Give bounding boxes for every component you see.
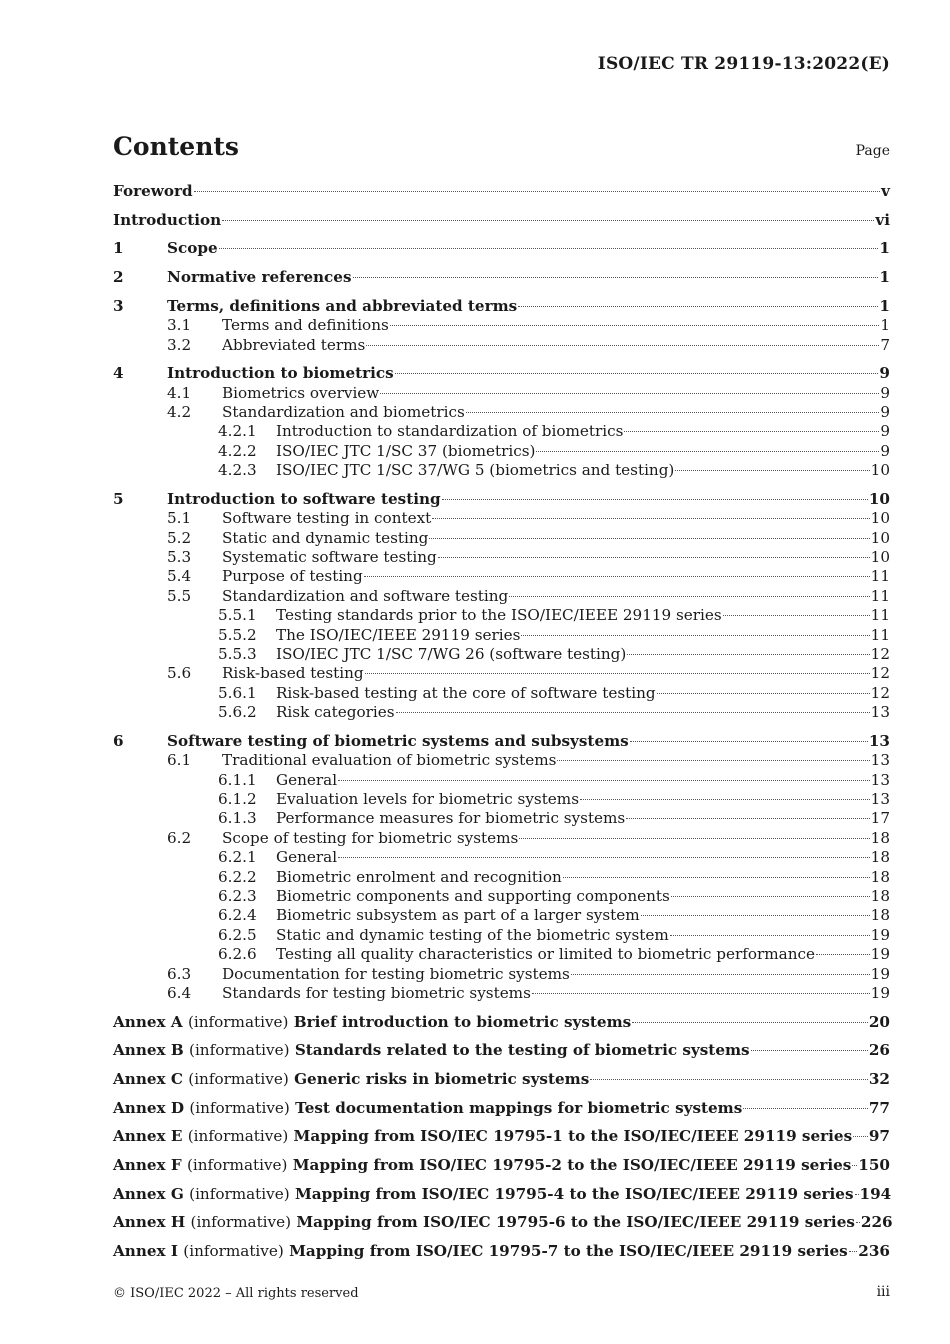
toc-entry-page: 12	[870, 664, 890, 683]
dot-leader	[751, 1050, 868, 1051]
toc-entry-page: 13	[870, 770, 890, 789]
annex-label: Annex C	[113, 1069, 183, 1088]
dot-leader	[580, 799, 870, 800]
annex-informative-tag: (informative)	[183, 1242, 284, 1261]
toc-entry-number: 6.2.5	[218, 925, 257, 944]
toc-entry[interactable]	[113, 490, 890, 509]
dot-leader	[536, 451, 879, 452]
toc-entry-number: 4.1	[167, 383, 192, 402]
toc-entry-page: 11	[870, 586, 890, 605]
toc-entry-number: 5.5.2	[218, 625, 257, 644]
toc-entry-title: Performance measures for biometric systems	[276, 809, 626, 828]
toc-entry-number: 5.4	[167, 567, 192, 586]
toc-entry-title: Purpose of testing	[222, 567, 363, 586]
toc-entry-page: 97	[868, 1127, 890, 1146]
toc-entry-title: General	[276, 848, 338, 867]
dot-leader	[670, 935, 870, 936]
annex-label: Annex I	[113, 1242, 178, 1261]
toc-entry[interactable]	[113, 906, 890, 925]
toc-entry-page: 10	[870, 528, 890, 547]
toc-entry-title: Standardization and software testing	[222, 586, 509, 605]
toc-entry[interactable]	[113, 809, 890, 828]
toc-entry-title: General	[276, 770, 338, 789]
annex-informative-tag: (informative)	[187, 1012, 289, 1031]
toc-entry-page: 10	[870, 509, 890, 528]
toc-entry-number: 5.5.3	[218, 644, 257, 663]
toc-entry-title: Traditional evaluation of biometric systems	[222, 751, 557, 770]
dot-leader	[855, 1194, 859, 1195]
annex-title: Mapping from ISO/IEC 19795-7 to the ISO/IEC/IEEE 29119 series	[289, 1242, 848, 1261]
toc-entry-number: 1	[113, 239, 124, 258]
toc-entry-title: Risk-based testing at the core of software testing	[276, 683, 656, 702]
toc-entry[interactable]	[113, 509, 890, 528]
dot-leader	[222, 220, 874, 221]
toc-entry-page: 12	[870, 644, 890, 663]
dot-leader	[557, 760, 869, 761]
toc-entry-title: Systematic software testing	[222, 548, 437, 567]
toc-entry-number: 4.2.1	[218, 422, 257, 441]
contents-heading: Contents	[113, 132, 240, 161]
toc-entry-number: 4.2.2	[218, 441, 257, 460]
toc-entry-title: ISO/IEC JTC 1/SC 37/WG 5 (biometrics and testing)	[276, 461, 675, 480]
toc-entry-number: 6.4	[167, 983, 192, 1002]
toc-entry-title	[113, 1099, 742, 1118]
toc-entry-page: 11	[870, 567, 890, 586]
toc-entry-number: 6.2.3	[218, 886, 257, 905]
toc-entry-page: 226	[860, 1213, 893, 1232]
annex-informative-tag: (informative)	[186, 1156, 288, 1175]
toc-entry-title: Software testing in context	[222, 509, 432, 528]
toc-entry[interactable]	[113, 732, 890, 751]
dot-leader	[364, 576, 870, 577]
toc-entry-title: Static and dynamic testing	[222, 528, 429, 547]
toc-entry-number: 4.2.3	[218, 461, 257, 480]
toc-entry-page: 18	[870, 848, 890, 867]
toc-entry[interactable]	[113, 829, 890, 848]
dot-leader	[563, 877, 870, 878]
toc-entry-number: 5.6	[167, 664, 192, 683]
annex-title: Mapping from ISO/IEC 19795-2 to the ISO/IEC/IEEE 29119 series	[292, 1156, 852, 1175]
toc-entry[interactable]	[113, 384, 890, 403]
toc-entry-page: 12	[870, 683, 890, 702]
toc-entry-title: Biometric components and supporting components	[276, 886, 670, 905]
toc-entry-title: Terms and definitions	[222, 316, 389, 335]
toc-entry-page: 1	[879, 296, 890, 315]
footer-page-number: iii	[876, 1284, 890, 1300]
toc-entry[interactable]	[113, 461, 890, 480]
toc-entry-page: 18	[870, 828, 890, 847]
toc-entry-number: 6.1.2	[218, 790, 257, 809]
toc-entry-title	[113, 1242, 848, 1261]
toc-entry-page: 9	[880, 441, 890, 460]
dot-leader	[853, 1136, 868, 1137]
dot-leader	[632, 1022, 868, 1023]
toc-entry-number: 3.2	[167, 335, 192, 354]
dot-leader	[624, 431, 879, 432]
toc-entry-title	[113, 1013, 631, 1032]
toc-entry-number: 5.2	[167, 528, 192, 547]
toc-entry-number: 6.2.1	[218, 848, 257, 867]
annex-title: Generic risks in biometric systems	[294, 1069, 590, 1088]
toc-entry[interactable]	[113, 626, 890, 645]
dot-leader	[521, 635, 869, 636]
toc-entry[interactable]	[113, 926, 890, 945]
dot-leader	[532, 993, 870, 994]
toc-entry-title: Introduction	[113, 210, 222, 229]
toc-entry[interactable]	[113, 868, 890, 887]
dot-leader	[380, 393, 879, 394]
toc-entry-page: 77	[868, 1098, 890, 1117]
toc-entry[interactable]	[113, 965, 890, 984]
toc-entry-title: Risk-based testing	[222, 664, 364, 683]
toc-entry-page: 19	[870, 945, 890, 964]
toc-entry-page: 194	[859, 1184, 892, 1203]
dot-leader	[353, 277, 879, 278]
toc-entry-page: 1	[879, 239, 890, 258]
toc-entry-title: Software testing of biometric systems and subsystems	[167, 731, 629, 750]
toc-entry-page: 7	[880, 335, 890, 354]
toc-entry-title: ISO/IEC JTC 1/SC 7/WG 26 (software testing)	[276, 644, 627, 663]
toc-entry-page: 13	[870, 790, 890, 809]
toc-entry[interactable]	[113, 703, 890, 722]
dot-leader	[675, 470, 869, 471]
toc-entry-title: Introduction to biometrics	[167, 364, 394, 383]
toc-entry-number: 5.6.2	[218, 703, 257, 722]
annex-informative-tag: (informative)	[190, 1213, 292, 1232]
toc-entry-number: 5.5	[167, 586, 192, 605]
toc-entry-title: ISO/IEC JTC 1/SC 37 (biometrics)	[276, 441, 536, 460]
dot-leader	[338, 780, 870, 781]
toc-entry[interactable]	[113, 587, 890, 606]
toc-entry-title: Standardization and biometrics	[222, 403, 465, 421]
dot-leader	[432, 518, 869, 519]
dot-leader	[519, 838, 869, 839]
annex-title: Mapping from ISO/IEC 19795-6 to the ISO/IEC/IEEE 29119 series	[296, 1213, 855, 1232]
annex-label: Annex E	[113, 1127, 183, 1146]
toc-entry-number: 6.2.4	[218, 906, 257, 925]
toc-entry-page: vi	[875, 210, 890, 229]
toc-entry-page: 150	[858, 1156, 890, 1175]
toc-entry[interactable]	[113, 297, 890, 316]
toc-entry[interactable]	[113, 268, 890, 287]
dot-leader	[390, 325, 880, 326]
dot-leader	[816, 954, 870, 955]
dot-leader	[366, 345, 879, 346]
toc-entry-number: 5.6.1	[218, 683, 257, 702]
annex-label: Annex A	[113, 1012, 183, 1031]
toc-entry[interactable]	[113, 316, 890, 335]
toc-entry-title: Biometric subsystem as part of a larger system	[276, 906, 640, 925]
dot-leader	[442, 499, 868, 500]
toc-entry-number: 6.1.1	[218, 770, 257, 789]
toc-entry-title	[113, 1185, 854, 1204]
toc-entry[interactable]	[113, 403, 890, 422]
toc-entry-title	[113, 1156, 851, 1175]
toc-entry-page: 18	[870, 906, 890, 925]
toc-entry-number: 6.2	[167, 828, 192, 847]
annex-title: Standards related to the testing of biometric systems	[294, 1041, 750, 1060]
toc-entry-title: Terms, definitions and abbreviated terms	[167, 296, 518, 315]
annex-informative-tag: (informative)	[189, 1041, 290, 1060]
annex-label: Annex B	[113, 1041, 184, 1060]
toc-entry-page: 19	[870, 983, 890, 1002]
toc-entry-page: 26	[868, 1041, 890, 1060]
toc-entry[interactable]	[113, 364, 890, 383]
toc-entry-number: 5.1	[167, 509, 192, 528]
toc-entry-page: 11	[870, 625, 890, 644]
toc-entry-number: 6.1	[167, 751, 192, 770]
dot-leader	[852, 1165, 857, 1166]
toc-entry-number: 2	[113, 268, 124, 287]
toc-entry[interactable]	[113, 567, 890, 586]
toc-entry[interactable]	[113, 1185, 890, 1204]
toc-entry-title: Risk categories	[276, 703, 395, 722]
page-column-label: Page	[855, 143, 890, 159]
toc-entry[interactable]	[113, 422, 890, 441]
toc-entry[interactable]	[113, 1213, 893, 1232]
dot-leader	[395, 373, 879, 374]
toc-entry-page: 9	[880, 403, 890, 421]
annex-informative-tag: (informative)	[189, 1184, 290, 1203]
toc-entry-page: 18	[870, 867, 890, 886]
toc-entry-number: 6	[113, 731, 124, 750]
toc-entry-page: 20	[868, 1012, 890, 1031]
toc-entry-title: Testing standards prior to the ISO/IEC/IEEE 29119 series	[276, 606, 722, 625]
toc-entry[interactable]	[113, 1127, 890, 1146]
toc-entry[interactable]	[113, 1013, 890, 1032]
annex-label: Annex H	[113, 1213, 186, 1232]
dot-leader	[338, 857, 870, 858]
toc-entry[interactable]	[113, 1041, 890, 1060]
toc-entry-title: Foreword	[113, 182, 193, 200]
annex-title: Brief introduction to biometric systems	[293, 1012, 632, 1031]
toc-entry[interactable]	[113, 442, 890, 461]
toc-entry-page: 9	[880, 383, 890, 402]
toc-entry-title: Evaluation levels for biometric systems	[276, 790, 579, 809]
annex-title: Mapping from ISO/IEC 19795-4 to the ISO/IEC/IEEE 29119 series	[294, 1184, 854, 1203]
dot-leader	[723, 615, 870, 616]
toc-entry[interactable]	[113, 664, 890, 683]
toc-entry-page: 9	[880, 422, 890, 441]
toc-entry-page: 19	[870, 964, 890, 983]
annex-informative-tag: (informative)	[188, 1069, 289, 1088]
toc-entry[interactable]	[113, 751, 890, 770]
copyright-notice: © ISO/IEC 2022 – All rights reserved	[113, 1286, 359, 1301]
toc-entry-number: 4.2	[167, 403, 192, 421]
dot-leader	[509, 596, 869, 597]
toc-entry-page: 10	[870, 461, 890, 480]
dot-leader	[849, 1251, 858, 1252]
toc-entry[interactable]	[113, 211, 890, 230]
annex-informative-tag: (informative)	[189, 1098, 290, 1117]
annex-title: Mapping from ISO/IEC 19795-1 to the ISO/IEC/IEEE 29119 series	[293, 1127, 853, 1146]
toc-entry-title	[113, 1041, 750, 1060]
dot-leader	[627, 654, 869, 655]
toc-entry[interactable]	[113, 1070, 890, 1089]
toc-entry-title: Introduction to standardization of biometrics	[276, 422, 624, 441]
toc-entry-page: 19	[870, 925, 890, 944]
toc-entry-title: The ISO/IEC/IEEE 29119 series	[276, 625, 521, 644]
toc-entry-title	[113, 1127, 852, 1146]
toc-entry-page: 13	[868, 731, 890, 750]
dot-leader	[657, 693, 870, 694]
dot-leader	[396, 712, 870, 713]
toc-entry-number: 6.2.6	[218, 945, 257, 964]
toc-entry[interactable]	[113, 945, 890, 964]
annex-label: Annex F	[113, 1156, 182, 1175]
toc-entry[interactable]	[113, 1099, 890, 1118]
toc-entry-title: Biometrics overview	[222, 383, 380, 402]
toc-entry-title	[113, 1070, 589, 1089]
toc-entry[interactable]	[113, 239, 890, 258]
toc-entry[interactable]	[113, 887, 890, 906]
toc-entry-number: 6.1.3	[218, 809, 257, 828]
toc-entry[interactable]	[113, 182, 890, 201]
dot-leader	[590, 1079, 868, 1080]
dot-leader	[571, 974, 870, 975]
annex-title: Test documentation mappings for biometric systems	[295, 1098, 743, 1117]
annex-label: Annex D	[113, 1098, 185, 1117]
toc-entry-title: Abbreviated terms	[222, 335, 366, 354]
toc-entry-title: Documentation for testing biometric systems	[222, 964, 570, 983]
toc-entry-number: 5.5.1	[218, 606, 257, 625]
dot-leader	[429, 538, 869, 539]
toc-entry-title: Scope of testing for biometric systems	[222, 828, 519, 847]
toc-entry-page: 9	[879, 364, 890, 383]
dot-leader	[630, 741, 868, 742]
toc-entry-title	[113, 1213, 855, 1232]
toc-entry-title: Static and dynamic testing of the biometric system	[276, 925, 669, 944]
toc-entry-title: Standards for testing biometric systems	[222, 983, 531, 1002]
toc-entry[interactable]	[113, 1242, 890, 1261]
dot-leader	[671, 896, 870, 897]
toc-entry-page: 1	[880, 316, 890, 335]
toc-entry[interactable]	[113, 645, 890, 664]
toc-entry-page: 10	[868, 489, 890, 508]
toc-entry[interactable]	[113, 684, 890, 703]
annex-informative-tag: (informative)	[187, 1127, 289, 1146]
toc-entry-page: 1	[879, 268, 890, 287]
toc-entry-title: Introduction to software testing	[167, 489, 441, 508]
toc-entry[interactable]	[113, 790, 890, 809]
dot-leader	[743, 1108, 868, 1109]
annex-label: Annex G	[113, 1184, 184, 1203]
toc-entry[interactable]	[113, 548, 890, 567]
dot-leader	[438, 557, 870, 558]
toc-entry-title: Normative references	[167, 268, 352, 287]
toc-entry-title: Testing all quality characteristics or limited to biometric performance	[276, 945, 815, 964]
toc-entry[interactable]	[113, 771, 890, 790]
toc-entry-page: 32	[868, 1069, 890, 1088]
toc-entry-page: 10	[870, 548, 890, 567]
toc-entry[interactable]	[113, 848, 890, 867]
document-identifier: ISO/IEC TR 29119-13:2022(E)	[597, 54, 890, 74]
toc-entry-page: v	[881, 182, 890, 200]
toc-entry-page: 18	[870, 886, 890, 905]
dot-leader	[219, 248, 879, 249]
dot-leader	[466, 412, 880, 413]
dot-leader	[856, 1222, 860, 1223]
toc-entry-page: 13	[870, 751, 890, 770]
toc-entry-title: Biometric enrolment and recognition	[276, 867, 562, 886]
toc-entry[interactable]	[113, 336, 890, 355]
toc-entry-number: 4	[113, 364, 124, 383]
toc-entry[interactable]	[113, 1156, 890, 1175]
dot-leader	[365, 673, 870, 674]
toc-entry-number: 5.3	[167, 548, 192, 567]
toc-entry[interactable]	[113, 606, 890, 625]
toc-entry-number: 3.1	[167, 316, 192, 335]
dot-leader	[194, 191, 881, 192]
toc-entry-number: 6.3	[167, 964, 192, 983]
toc-entry[interactable]	[113, 984, 890, 1003]
toc-entry-number: 3	[113, 296, 124, 315]
toc-entry-title: Scope	[167, 239, 218, 258]
dot-leader	[518, 306, 878, 307]
dot-leader	[641, 915, 870, 916]
dot-leader	[626, 818, 869, 819]
toc-entry-page: 236	[858, 1242, 890, 1261]
toc-entry-page: 13	[870, 703, 890, 722]
toc-entry-page: 17	[870, 809, 890, 828]
toc-entry-number: 6.2.2	[218, 867, 257, 886]
toc-entry-page: 11	[870, 606, 890, 625]
toc-entry-number: 5	[113, 489, 124, 508]
table-of-contents	[113, 182, 893, 1262]
toc-entry[interactable]	[113, 529, 890, 548]
